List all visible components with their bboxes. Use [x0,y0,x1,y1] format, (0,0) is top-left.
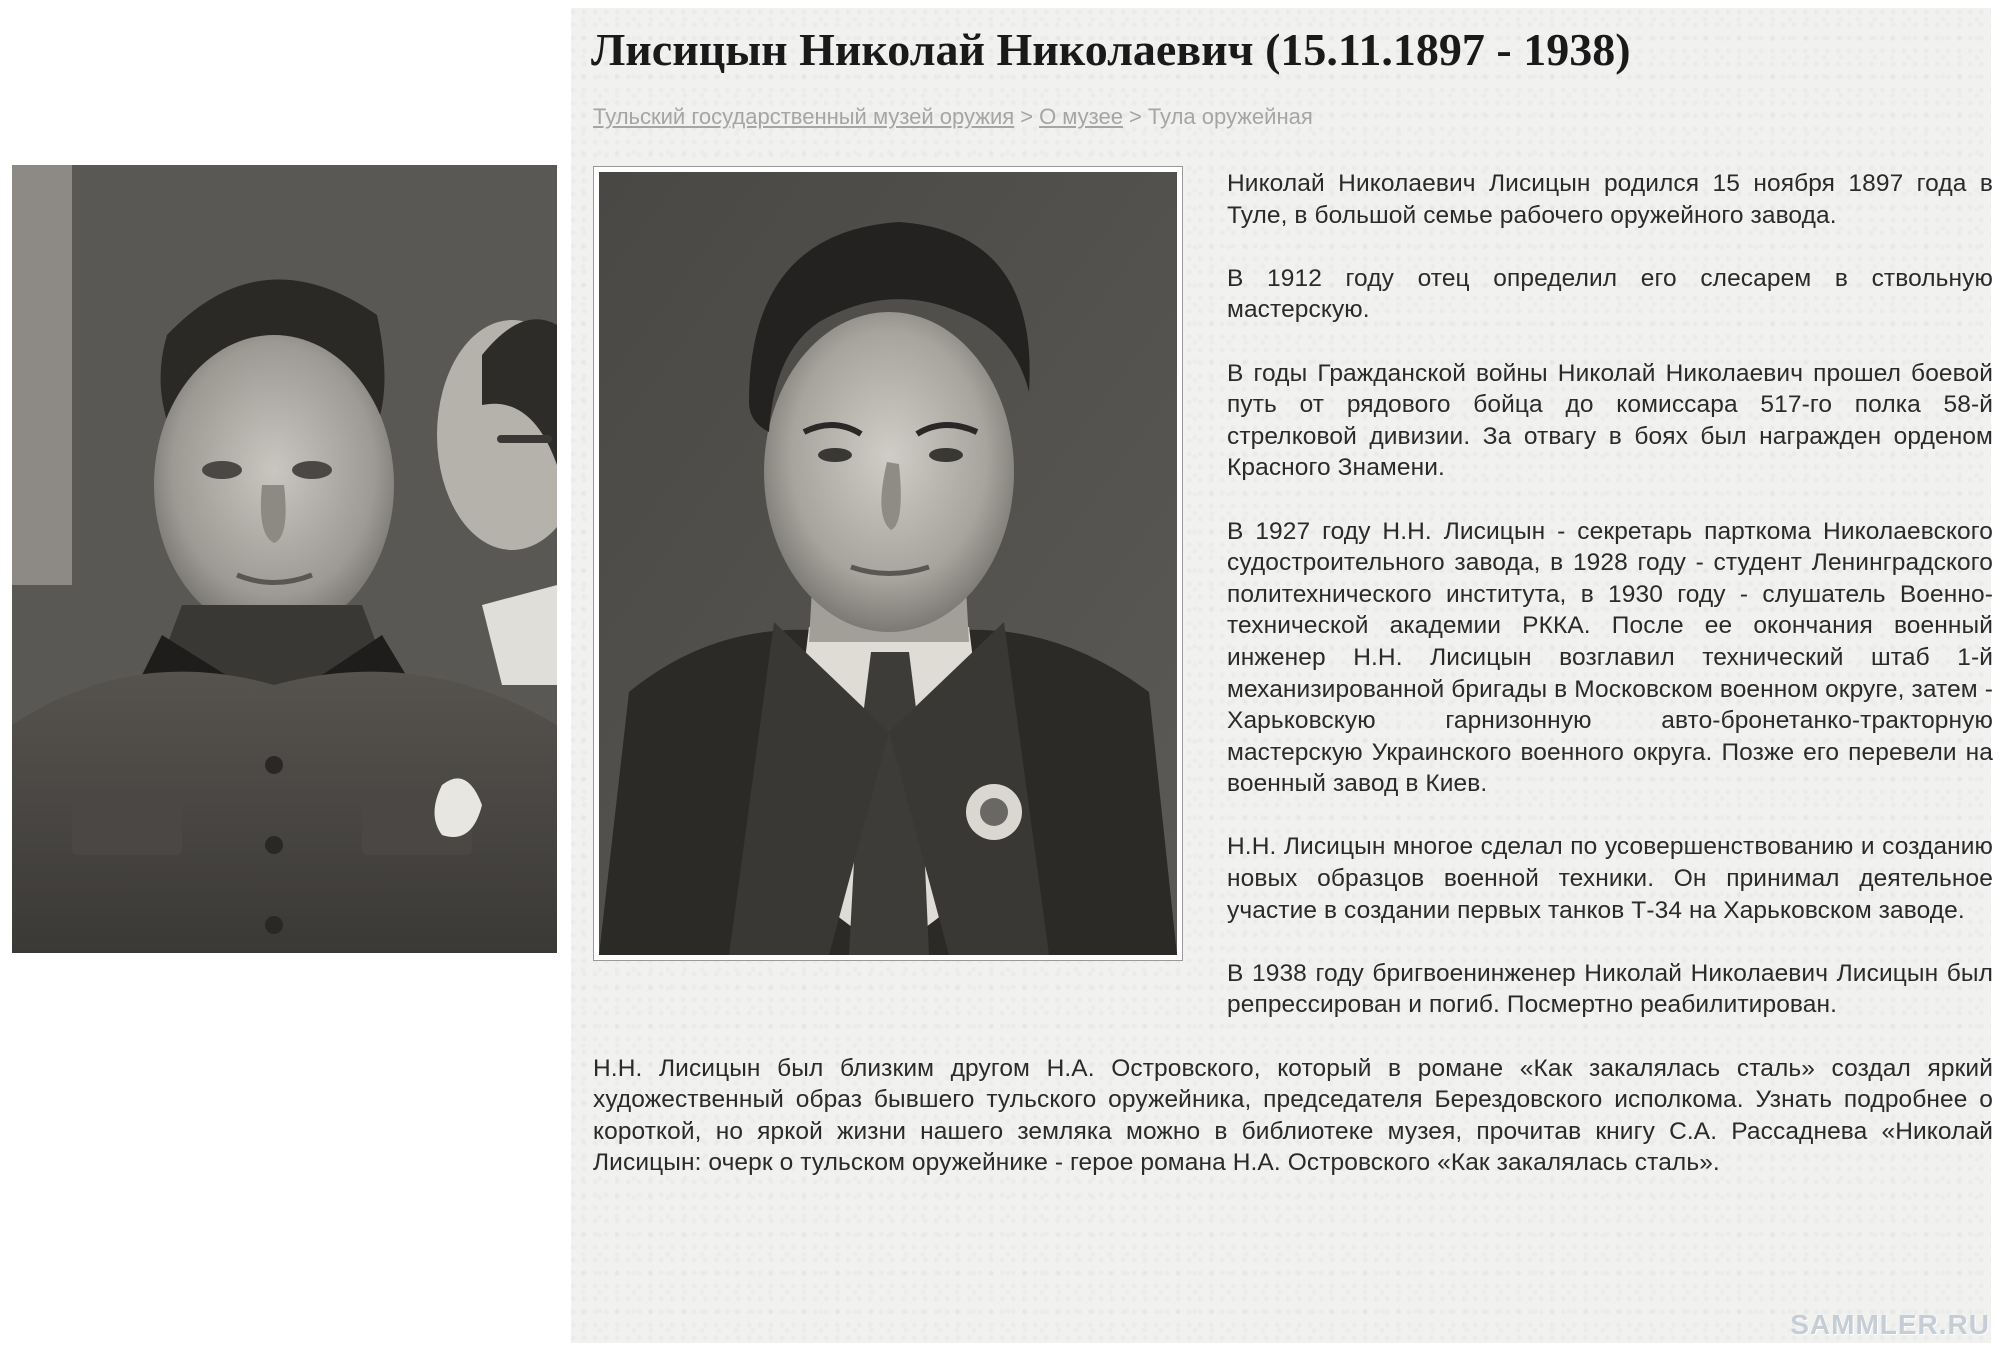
breadcrumb [593,102,1313,132]
article-body [593,168,1993,1211]
breadcrumb-link-about[interactable]: О музее [1039,104,1123,129]
article-paragraph: В 1927 году Н.Н. Лисицын - секретарь парткома Николаевского судостроительного завода, в 1928 году - студент Ленинградского политехнического института, в 1930 году - слушатель Военно-технической академии РККА. После ее окончания военный инженер Н.Н. Лисицын возглавил технический штаб 1-й механизированной бригады в Московском военном округе, затем - Харьковскую гарнизонную авто-бронетанко-тракторную мастерскую Украинского военного округа. Позже его перевели на военный завод в Киев. [1227,517,1993,798]
breadcrumb-current: Тула оружейная [1147,104,1313,129]
article-paragraph: В годы Гражданской войны Николай Николаевич прошел боевой путь от рядового бойца до комиссара 517-го полка 58-й стрелковой дивизии. За отвагу в боях был награжден орденом Красного Знамени. [1227,359,1993,482]
archival-group-photo [12,165,557,953]
article-paragraph: В 1938 году бригвоенинженер Николай Николаевич Лисицын был репрессирован и погиб. Посмертно реабилитирован. [1227,959,1993,1019]
breadcrumb-link-museum[interactable]: Тульский государственный музей оружия [593,104,1015,129]
watermark: SAMMLER.RU [1790,1309,1990,1340]
article-paragraph: Н.Н. Лисицын многое сделал по усовершенствованию и созданию новых образцов военной техники. Он принимал деятельное участие в создании первых танков Т-34 на Харьковском заводе. [1227,833,1993,924]
portrait-float-spacer [593,168,1227,998]
museum-page [571,8,1991,1343]
article-paragraph: Н.Н. Лисицын был близким другом Н.А. Островского, который в романе «Как закалялась сталь» создал яркий художественный образ бывшего тульского оружейника, председателя Берездовского исполкома. Узнать подробнее о короткой, но яркой жизни нашего земляка можно в библиотеке музея, прочитав книгу С.А. Рассаднева «Николай Лисицын: очерк о тульском оружейнике - герое романа Н.А. Островского «Как закалялась сталь». [593,1054,1993,1177]
breadcrumb-separator: > [1020,104,1034,129]
page-title: Лисицын Николай Николаевич (15.11.1897 - 1938) [591,24,1631,75]
breadcrumb-separator: > [1128,104,1142,129]
archival-photo-art [12,165,557,953]
article-paragraph: Николай Николаевич Лисицын родился 15 ноября 1897 года в Туле, в большой семье рабочего оружейного завода. [1227,170,1993,229]
article-paragraph: В 1912 году отец определил его слесарем в ствольную мастерскую. [1227,264,1993,324]
